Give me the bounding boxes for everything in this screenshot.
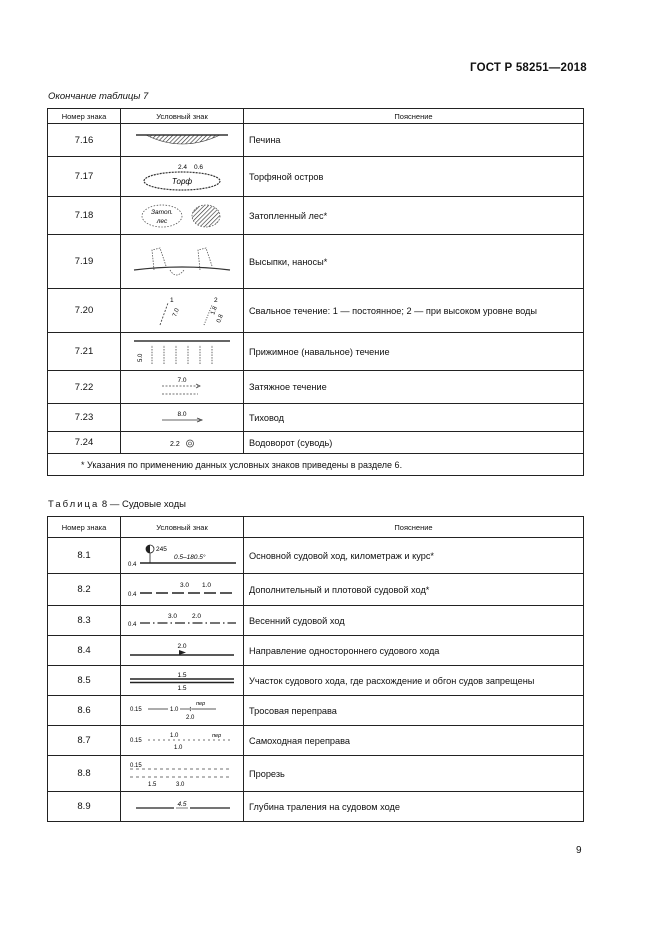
sign-number: 8.6 bbox=[48, 696, 121, 726]
column-header: Условный знак bbox=[121, 517, 244, 538]
sign-description: Основной судовой ход, километраж и курс* bbox=[244, 538, 584, 574]
sign-description: Дополнительный и плотовой судовой ход* bbox=[244, 574, 584, 606]
symbol-7-21 bbox=[130, 336, 234, 368]
sign-description: Участок судового хода, где расхождение и обгон судов запрещены bbox=[244, 666, 584, 696]
symbol-label: 245 bbox=[156, 545, 167, 553]
symbol-label: 0.4 bbox=[128, 621, 137, 628]
sign-number: 7.24 bbox=[48, 432, 121, 454]
sign-description: Тиховод bbox=[244, 404, 584, 432]
symbol-cell bbox=[121, 371, 244, 404]
symbol-label: 0.6 bbox=[194, 163, 204, 171]
table-row bbox=[48, 432, 584, 454]
sign-number: 7.21 bbox=[48, 333, 121, 371]
table-header-row bbox=[48, 517, 584, 538]
sign-description: Прорезь bbox=[244, 756, 584, 792]
column-header: Пояснение bbox=[244, 109, 584, 124]
symbol-label: 8.0 bbox=[177, 410, 187, 418]
table-row bbox=[48, 289, 584, 333]
sign-number: 7.23 bbox=[48, 404, 121, 432]
symbol-8-7 bbox=[126, 729, 238, 753]
symbol-cell bbox=[121, 574, 244, 606]
sign-number: 7.18 bbox=[48, 197, 121, 235]
sign-number: 7.19 bbox=[48, 235, 121, 289]
table-footnote-row bbox=[48, 454, 584, 476]
symbol-8-8 bbox=[126, 760, 238, 788]
symbol-label: 0.4 bbox=[128, 591, 137, 598]
table8-caption bbox=[48, 499, 186, 510]
symbol-cell bbox=[121, 289, 244, 333]
table-row bbox=[48, 371, 584, 404]
symbol-cell bbox=[121, 404, 244, 432]
symbol-label: 2.0 bbox=[192, 612, 202, 620]
symbol-7-23 bbox=[152, 408, 212, 428]
symbol-label: 1.5 bbox=[148, 781, 157, 788]
sign-number: 7.22 bbox=[48, 371, 121, 404]
symbol-cell bbox=[121, 756, 244, 792]
sign-description: Направление одностороннего судового хода bbox=[244, 636, 584, 666]
symbol-label: 0.15 bbox=[130, 706, 142, 713]
symbol-label: Затоп. bbox=[151, 208, 173, 216]
symbol-7-24 bbox=[152, 435, 212, 451]
symbol-label: Торф bbox=[171, 176, 193, 186]
table-8 bbox=[47, 516, 584, 822]
table-row bbox=[48, 726, 584, 756]
column-header: Номер знака bbox=[48, 517, 121, 538]
table-row bbox=[48, 157, 584, 197]
symbol-cell bbox=[121, 696, 244, 726]
symbol-label: 1.0 bbox=[170, 706, 179, 713]
symbol-label: 1.5 bbox=[177, 684, 187, 692]
symbol-label: 0.15 bbox=[130, 762, 142, 769]
symbol-8-9 bbox=[126, 796, 238, 818]
column-header: Номер знака bbox=[48, 109, 121, 124]
symbol-cell bbox=[121, 235, 244, 289]
symbol-label: 3.0 bbox=[176, 781, 185, 788]
symbol-label: 1.0 bbox=[170, 732, 179, 739]
symbol-cell bbox=[121, 792, 244, 822]
table-row bbox=[48, 197, 584, 235]
symbol-cell bbox=[121, 157, 244, 197]
table-row bbox=[48, 235, 584, 289]
symbol-cell bbox=[121, 606, 244, 636]
symbol-label: 7.0 bbox=[177, 377, 187, 384]
sign-description: Весенний судовой ход bbox=[244, 606, 584, 636]
symbol-cell bbox=[121, 197, 244, 235]
sign-description: Затопленный лес* bbox=[244, 197, 584, 235]
symbol-label: 0.15 bbox=[130, 737, 142, 744]
table-footnote: * Указания по применению данных условных знаков приведены в разделе 6. bbox=[48, 454, 584, 476]
table-row bbox=[48, 404, 584, 432]
sign-description: Торфяной остров bbox=[244, 157, 584, 197]
sign-number: 7.17 bbox=[48, 157, 121, 197]
sign-number: 8.1 bbox=[48, 538, 121, 574]
symbol-7-18 bbox=[132, 201, 232, 231]
sign-number: 8.4 bbox=[48, 636, 121, 666]
sign-description: Высыпки, наносы* bbox=[244, 235, 584, 289]
standard-header: ГОСТ Р 58251—2018 bbox=[470, 62, 587, 74]
symbol-7-17 bbox=[132, 161, 232, 193]
sign-number: 7.16 bbox=[48, 124, 121, 157]
symbol-label: 1.8 bbox=[210, 305, 219, 316]
symbol-cell bbox=[121, 432, 244, 454]
symbol-label: 0.4 bbox=[128, 561, 137, 568]
symbol-label: пер bbox=[212, 732, 222, 739]
symbol-label: 5.0 bbox=[138, 353, 144, 362]
table-row bbox=[48, 636, 584, 666]
symbol-label: 4.5 bbox=[177, 800, 187, 808]
table8-caption-word: Таблица bbox=[48, 499, 100, 510]
table-row bbox=[48, 792, 584, 822]
sign-description: Самоходная переправа bbox=[244, 726, 584, 756]
symbol-7-19 bbox=[130, 240, 234, 284]
sign-description: Печина bbox=[244, 124, 584, 157]
symbol-label: 3.0 bbox=[168, 612, 178, 620]
symbol-8-5 bbox=[126, 669, 238, 693]
sign-number: 8.2 bbox=[48, 574, 121, 606]
symbol-8-1 bbox=[126, 541, 238, 571]
symbol-cell bbox=[121, 726, 244, 756]
symbol-cell bbox=[121, 538, 244, 574]
symbol-cell bbox=[121, 636, 244, 666]
symbol-label: 1.0 bbox=[202, 581, 212, 589]
symbol-label: лес bbox=[156, 217, 168, 225]
table-7 bbox=[47, 108, 584, 476]
table-row bbox=[48, 538, 584, 574]
symbol-7-16 bbox=[132, 129, 232, 151]
sign-number: 8.9 bbox=[48, 792, 121, 822]
symbol-label: 2.0 bbox=[177, 642, 187, 650]
column-header: Условный знак bbox=[121, 109, 244, 124]
sign-description: Глубина траления на судовом ходе bbox=[244, 792, 584, 822]
symbol-cell bbox=[121, 666, 244, 696]
sign-number: 8.3 bbox=[48, 606, 121, 636]
column-header: Пояснение bbox=[244, 517, 584, 538]
sign-description: Затяжное течение bbox=[244, 371, 584, 404]
symbol-8-3 bbox=[126, 610, 238, 632]
sign-number: 8.8 bbox=[48, 756, 121, 792]
symbol-label: 1.0 bbox=[174, 744, 183, 751]
table-header-row bbox=[48, 109, 584, 124]
sign-number: 8.7 bbox=[48, 726, 121, 756]
symbol-label: 1 bbox=[170, 296, 174, 304]
table-row bbox=[48, 666, 584, 696]
sign-description: Свальное течение: 1 — постоянное; 2 — при высоком уровне воды bbox=[244, 289, 584, 333]
symbol-label: 2 bbox=[214, 296, 218, 304]
symbol-label: 7.0 bbox=[172, 307, 181, 318]
table-row bbox=[48, 574, 584, 606]
sign-number: 8.5 bbox=[48, 666, 121, 696]
table8-caption-title: 8 — Судовые ходы bbox=[101, 499, 186, 510]
sign-description: Водоворот (суводь) bbox=[244, 432, 584, 454]
table7-caption: Окончание таблицы 7 bbox=[48, 91, 149, 102]
symbol-8-4 bbox=[126, 640, 238, 662]
symbol-7-22 bbox=[152, 375, 212, 399]
symbol-label: пер bbox=[196, 700, 206, 707]
symbol-label: 1.5 bbox=[177, 671, 187, 679]
table-row bbox=[48, 756, 584, 792]
sign-description: Прижимное (навальное) течение bbox=[244, 333, 584, 371]
sign-description: Тросовая переправа bbox=[244, 696, 584, 726]
symbol-8-6 bbox=[126, 699, 238, 723]
table-row bbox=[48, 124, 584, 157]
page-number: 9 bbox=[576, 845, 582, 856]
symbol-8-2 bbox=[126, 578, 238, 602]
symbol-7-20 bbox=[132, 293, 232, 329]
symbol-label: 2.4 bbox=[178, 163, 188, 171]
table-row bbox=[48, 696, 584, 726]
symbol-label: 0.8 bbox=[216, 313, 225, 324]
table-row bbox=[48, 333, 584, 371]
symbol-label: 2.0 bbox=[186, 714, 195, 721]
symbol-label: 0.5–180.5° bbox=[174, 553, 206, 561]
symbol-label: 3.0 bbox=[180, 581, 190, 589]
symbol-cell bbox=[121, 124, 244, 157]
symbol-label: 2.2 bbox=[170, 440, 180, 448]
symbol-cell bbox=[121, 333, 244, 371]
sign-number: 7.20 bbox=[48, 289, 121, 333]
table-row bbox=[48, 606, 584, 636]
